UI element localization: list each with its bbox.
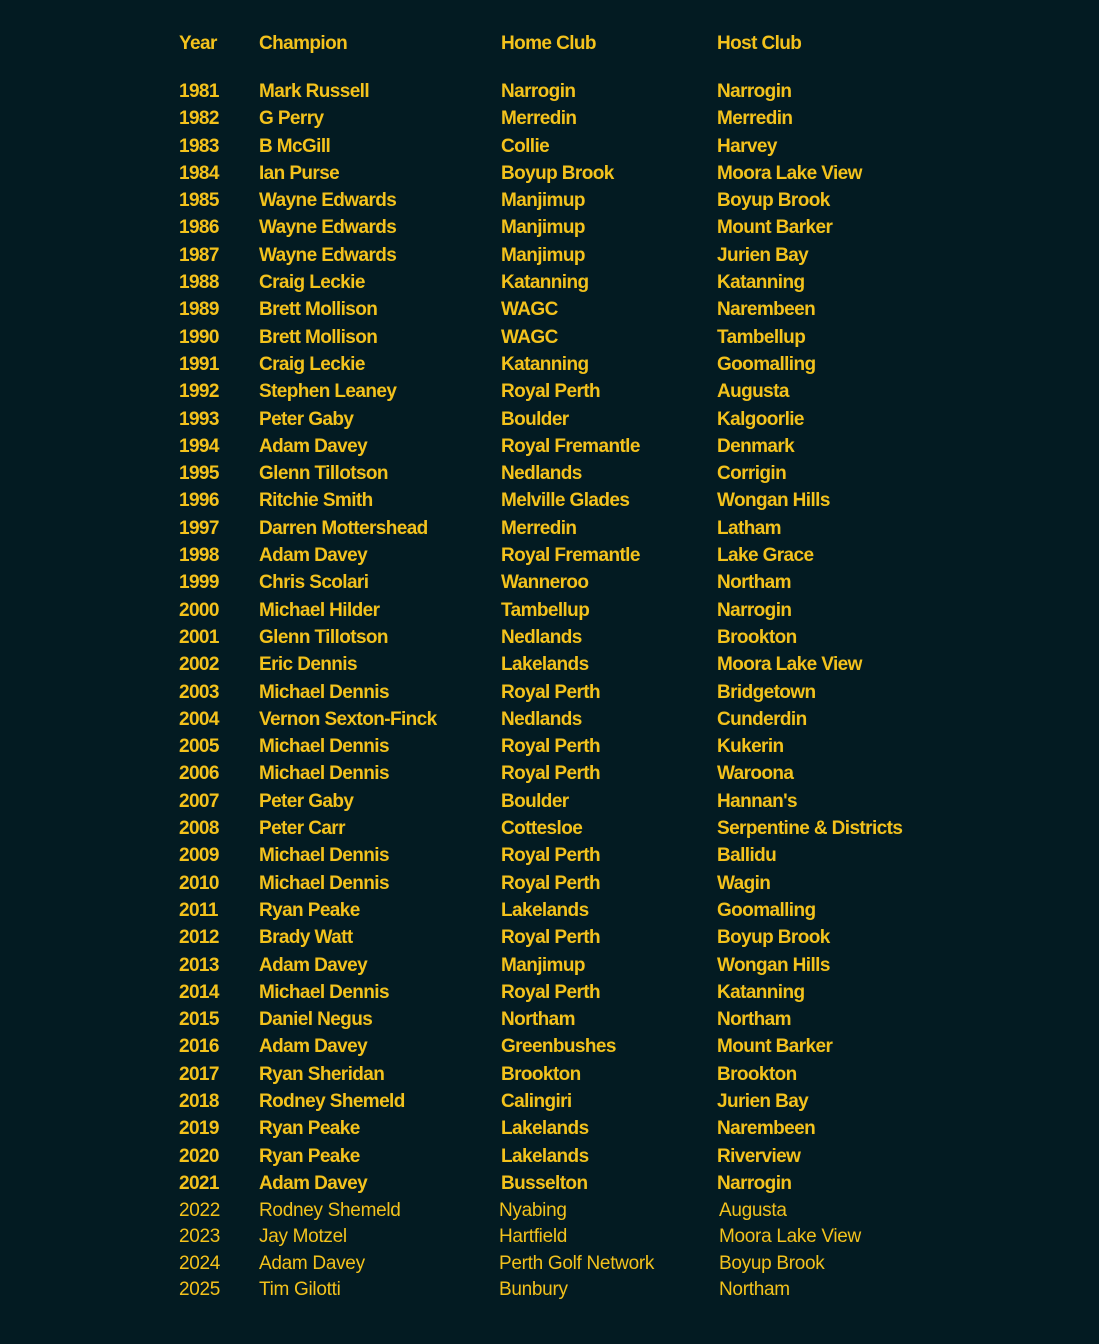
home-club-cell: Melville Glades	[501, 490, 630, 512]
table-row	[179, 1061, 1039, 1088]
table-row	[179, 460, 1039, 487]
table-row	[179, 952, 1039, 979]
home-club-cell: Tambellup	[501, 599, 590, 621]
table-row	[179, 515, 1039, 542]
table-row	[179, 1250, 1039, 1276]
host-club-cell: Moora Lake View	[719, 1226, 861, 1248]
home-club-cell: Merredin	[501, 108, 577, 130]
table-row	[179, 1276, 1039, 1302]
home-club-cell: Manjimup	[501, 244, 585, 266]
home-club-cell: Lakelands	[501, 1118, 589, 1140]
year-cell: 2002	[179, 654, 219, 676]
year-cell: 2011	[179, 899, 218, 921]
home-club-cell: Narrogin	[501, 81, 576, 102]
host-club-cell: Ballidu	[717, 845, 777, 867]
year-cell: 1991	[179, 353, 219, 375]
home-club-cell: Boulder	[501, 408, 569, 430]
host-club-cell: Narrogin	[717, 81, 792, 102]
champion-cell: Michael Dennis	[259, 681, 389, 703]
champion-cell: Brady Watt	[259, 927, 353, 949]
table-row	[179, 1170, 1039, 1197]
champion-cell: Michael Dennis	[259, 981, 389, 1003]
home-club-cell: Royal Fremantle	[501, 545, 640, 567]
champion-cell: Brett Mollison	[259, 326, 378, 348]
home-club-cell: WAGC	[501, 299, 558, 321]
year-cell: 1989	[179, 299, 219, 321]
host-club-cell: Augusta	[719, 1200, 787, 1222]
home-club-cell: Collie	[501, 135, 550, 157]
table-row	[179, 351, 1039, 378]
year-cell: 1997	[179, 517, 219, 539]
year-cell: 2021	[179, 1172, 219, 1194]
champion-cell: Adam Davey	[259, 435, 368, 457]
year-cell: 2017	[179, 1063, 219, 1085]
home-club-cell: Royal Perth	[501, 381, 600, 403]
champion-cell: G Perry	[259, 108, 324, 130]
year-cell: 1984	[179, 162, 219, 184]
champion-cell: Ryan Peake	[259, 899, 360, 921]
table-row	[179, 1143, 1039, 1170]
host-club-cell: Riverview	[717, 1145, 801, 1167]
host-club-cell: Serpentine & Districts	[717, 818, 903, 840]
year-cell: 2025	[179, 1279, 221, 1301]
table-row	[179, 651, 1039, 678]
host-club-cell: Northam	[717, 1009, 791, 1031]
year-cell: 2012	[179, 927, 219, 949]
host-club-cell: Lake Grace	[717, 545, 814, 567]
year-cell: 1983	[179, 135, 219, 157]
host-club-cell: Narembeen	[717, 1118, 816, 1140]
home-club-cell: Nedlands	[501, 708, 582, 730]
champion-cell: Glenn Tillotson	[259, 626, 388, 648]
year-cell: 2018	[179, 1090, 219, 1112]
year-cell: 1990	[179, 326, 219, 348]
table-row	[179, 269, 1039, 296]
year-cell: 1982	[179, 108, 219, 130]
table-row	[179, 706, 1039, 733]
home-club-cell: Perth Golf Network	[499, 1252, 655, 1274]
host-club-cell: Kukerin	[717, 736, 784, 758]
champion-cell: Adam Davey	[259, 1252, 365, 1274]
host-club-cell: Jurien Bay	[717, 244, 809, 266]
year-cell: 2019	[179, 1118, 219, 1140]
table-row	[179, 924, 1039, 951]
table-row	[179, 296, 1039, 323]
header-home-club: Home Club	[501, 33, 596, 54]
home-club-cell: Nedlands	[501, 463, 582, 485]
year-cell: 1998	[179, 545, 219, 567]
champion-cell: Jay Motzel	[259, 1226, 347, 1248]
champion-cell: Adam Davey	[259, 1172, 368, 1194]
host-club-cell: Bridgetown	[717, 681, 816, 703]
year-cell: 2007	[179, 790, 219, 812]
year-cell: 2015	[179, 1009, 219, 1031]
table-row	[179, 979, 1039, 1006]
host-club-cell: Kalgoorlie	[717, 408, 804, 430]
home-club-cell: Merredin	[501, 517, 577, 539]
champion-cell: Ian Purse	[259, 162, 340, 184]
champion-cell: Wayne Edwards	[259, 217, 397, 239]
host-club-cell: Brookton	[717, 1063, 797, 1085]
year-cell: 2003	[179, 681, 219, 703]
champion-cell: Daniel Negus	[259, 1009, 373, 1031]
champion-cell: B McGill	[259, 135, 331, 157]
host-club-cell: Northam	[719, 1279, 790, 1301]
home-club-cell: Royal Perth	[501, 872, 600, 894]
table-row	[179, 160, 1039, 187]
year-cell: 1986	[179, 217, 219, 239]
table-row	[179, 78, 1039, 105]
home-club-cell: Manjimup	[501, 190, 585, 212]
champion-cell: Craig Leckie	[259, 353, 365, 375]
year-cell: 2004	[179, 708, 219, 730]
year-cell: 2020	[179, 1145, 219, 1167]
champion-cell: Ryan Peake	[259, 1145, 360, 1167]
year-cell: 1988	[179, 272, 219, 294]
champion-cell: Darren Mottershead	[259, 517, 428, 539]
host-club-cell: Moora Lake View	[717, 162, 862, 184]
table-row	[179, 1197, 1039, 1223]
home-club-cell: Royal Perth	[501, 845, 600, 867]
home-club-cell: Wanneroo	[501, 572, 589, 594]
champion-cell: Michael Dennis	[259, 845, 389, 867]
table-row	[179, 569, 1039, 596]
host-club-cell: Brookton	[717, 626, 797, 648]
year-cell: 2023	[179, 1226, 221, 1248]
year-cell: 1987	[179, 244, 219, 266]
home-club-cell: Manjimup	[501, 954, 585, 976]
champion-cell: Wayne Edwards	[259, 190, 397, 212]
year-cell: 2000	[179, 599, 219, 621]
champion-cell: Ryan Sheridan	[259, 1063, 385, 1085]
champion-cell: Brett Mollison	[259, 299, 378, 321]
table-row	[179, 242, 1039, 269]
table-row	[179, 624, 1039, 651]
host-club-cell: Northam	[717, 572, 791, 594]
table-row	[179, 897, 1039, 924]
champion-cell: Peter Gaby	[259, 790, 354, 812]
table-body	[179, 78, 1039, 1197]
home-club-cell: Katanning	[501, 272, 589, 294]
host-club-cell: Narrogin	[717, 599, 792, 621]
host-club-cell: Merredin	[717, 108, 793, 130]
champion-cell: Ryan Peake	[259, 1118, 360, 1140]
header-host-club: Host Club	[717, 33, 802, 54]
champion-cell: Mark Russell	[259, 81, 370, 102]
table-row	[179, 1115, 1039, 1142]
host-club-cell: Boyup Brook	[717, 927, 830, 949]
table-row	[179, 1033, 1039, 1060]
host-club-cell: Augusta	[717, 381, 789, 403]
year-cell: 1992	[179, 381, 219, 403]
host-club-cell: Mount Barker	[717, 217, 833, 239]
table-row	[179, 187, 1039, 214]
home-club-cell: Royal Perth	[501, 981, 600, 1003]
champion-cell: Adam Davey	[259, 954, 368, 976]
champion-cell: Wayne Edwards	[259, 244, 397, 266]
home-club-cell: Katanning	[501, 353, 589, 375]
host-club-cell: Boyup Brook	[719, 1252, 825, 1274]
champion-cell: Glenn Tillotson	[259, 463, 388, 485]
home-club-cell: Boulder	[501, 790, 569, 812]
year-cell: 1994	[179, 435, 219, 457]
table-header	[179, 30, 1039, 61]
champion-cell: Michael Dennis	[259, 736, 389, 758]
header-champion: Champion	[259, 33, 348, 54]
champion-cell: Chris Scolari	[259, 572, 369, 594]
home-club-cell: Lakelands	[501, 1145, 589, 1167]
champion-cell: Rodney Shemeld	[259, 1200, 401, 1222]
home-club-cell: Northam	[501, 1009, 575, 1031]
host-club-cell: Denmark	[717, 435, 795, 457]
host-club-cell: Wongan Hills	[717, 490, 830, 512]
home-club-cell: Bunbury	[499, 1279, 568, 1301]
year-cell: 2009	[179, 845, 219, 867]
host-club-cell: Katanning	[717, 272, 805, 294]
year-cell: 2010	[179, 872, 219, 894]
year-cell: 2005	[179, 736, 219, 758]
home-club-cell: Brookton	[501, 1063, 581, 1085]
host-club-cell: Boyup Brook	[717, 190, 830, 212]
home-club-cell: Royal Perth	[501, 927, 600, 949]
host-club-cell: Cunderdin	[717, 708, 807, 730]
host-club-cell: Katanning	[717, 981, 805, 1003]
year-cell: 1981	[179, 81, 219, 102]
host-club-cell: Hannan's	[717, 790, 797, 812]
table-row	[179, 378, 1039, 405]
table-row	[179, 1223, 1039, 1249]
home-club-cell: Nedlands	[501, 626, 582, 648]
table-row	[179, 487, 1039, 514]
table-row	[179, 815, 1039, 842]
year-cell: 2008	[179, 818, 219, 840]
home-club-cell: Lakelands	[501, 899, 589, 921]
home-club-cell: Nyabing	[499, 1200, 567, 1222]
table-row	[179, 733, 1039, 760]
champion-cell: Peter Carr	[259, 818, 345, 840]
home-club-cell: Lakelands	[501, 654, 589, 676]
table-row	[179, 679, 1039, 706]
year-cell: 2014	[179, 981, 219, 1003]
host-club-cell: Corrigin	[717, 463, 787, 485]
year-cell: 1999	[179, 572, 219, 594]
home-club-cell: Busselton	[501, 1172, 588, 1194]
host-club-cell: Harvey	[717, 135, 777, 157]
champion-cell: Tim Gilotti	[259, 1279, 341, 1301]
champion-cell: Adam Davey	[259, 1036, 368, 1058]
host-club-cell: Wongan Hills	[717, 954, 830, 976]
table-row	[179, 406, 1039, 433]
home-club-cell: Royal Perth	[501, 763, 600, 785]
table-row	[179, 542, 1039, 569]
host-club-cell: Latham	[717, 517, 781, 539]
champion-cell: Eric Dennis	[259, 654, 357, 676]
champion-cell: Ritchie Smith	[259, 490, 373, 512]
champion-cell: Adam Davey	[259, 545, 368, 567]
home-club-cell: Royal Fremantle	[501, 435, 640, 457]
host-club-cell: Moora Lake View	[717, 654, 862, 676]
champion-cell: Michael Dennis	[259, 763, 389, 785]
host-club-cell: Waroona	[717, 763, 794, 785]
table-row	[179, 1088, 1039, 1115]
home-club-cell: Royal Perth	[501, 681, 600, 703]
year-cell: 2001	[179, 626, 219, 648]
host-club-cell: Mount Barker	[717, 1036, 833, 1058]
year-cell: 2022	[179, 1200, 221, 1222]
table-row	[179, 105, 1039, 132]
home-club-cell: Calingiri	[501, 1090, 572, 1112]
home-club-cell: Greenbushes	[501, 1036, 616, 1058]
year-cell: 2006	[179, 763, 219, 785]
table-row	[179, 324, 1039, 351]
year-cell: 2013	[179, 954, 219, 976]
home-club-cell: Boyup Brook	[501, 162, 614, 184]
year-cell: 1996	[179, 490, 219, 512]
home-club-cell: Royal Perth	[501, 736, 600, 758]
table-body-recent	[179, 1197, 1039, 1302]
table-row	[179, 760, 1039, 787]
home-club-cell: WAGC	[501, 326, 558, 348]
table-row	[179, 133, 1039, 160]
home-club-cell: Manjimup	[501, 217, 585, 239]
table-row	[179, 433, 1039, 460]
champion-cell: Michael Hilder	[259, 599, 380, 621]
home-club-cell: Cottesloe	[501, 818, 583, 840]
host-club-cell: Narembeen	[717, 299, 816, 321]
champion-cell: Michael Dennis	[259, 872, 389, 894]
champion-cell: Vernon Sexton-Finck	[259, 708, 437, 730]
header-year: Year	[179, 33, 217, 54]
year-cell: 1985	[179, 190, 219, 212]
host-club-cell: Goomalling	[717, 353, 816, 375]
champion-cell: Craig Leckie	[259, 272, 365, 294]
table-row	[179, 788, 1039, 815]
table-row	[179, 597, 1039, 624]
table-row	[179, 842, 1039, 869]
host-club-cell: Goomalling	[717, 899, 816, 921]
year-cell: 2016	[179, 1036, 219, 1058]
champions-table	[179, 30, 1039, 1302]
table-row	[179, 870, 1039, 897]
year-cell: 1995	[179, 463, 219, 485]
table-row	[179, 214, 1039, 241]
home-club-cell: Hartfield	[499, 1226, 568, 1248]
year-cell: 1993	[179, 408, 219, 430]
host-club-cell: Tambellup	[717, 326, 806, 348]
host-club-cell: Jurien Bay	[717, 1090, 809, 1112]
champion-cell: Rodney Shemeld	[259, 1090, 405, 1112]
year-cell: 2024	[179, 1252, 221, 1274]
champion-cell: Stephen Leaney	[259, 381, 397, 403]
host-club-cell: Narrogin	[717, 1172, 792, 1194]
champion-cell: Peter Gaby	[259, 408, 354, 430]
table-row	[179, 1006, 1039, 1033]
host-club-cell: Wagin	[717, 872, 771, 894]
